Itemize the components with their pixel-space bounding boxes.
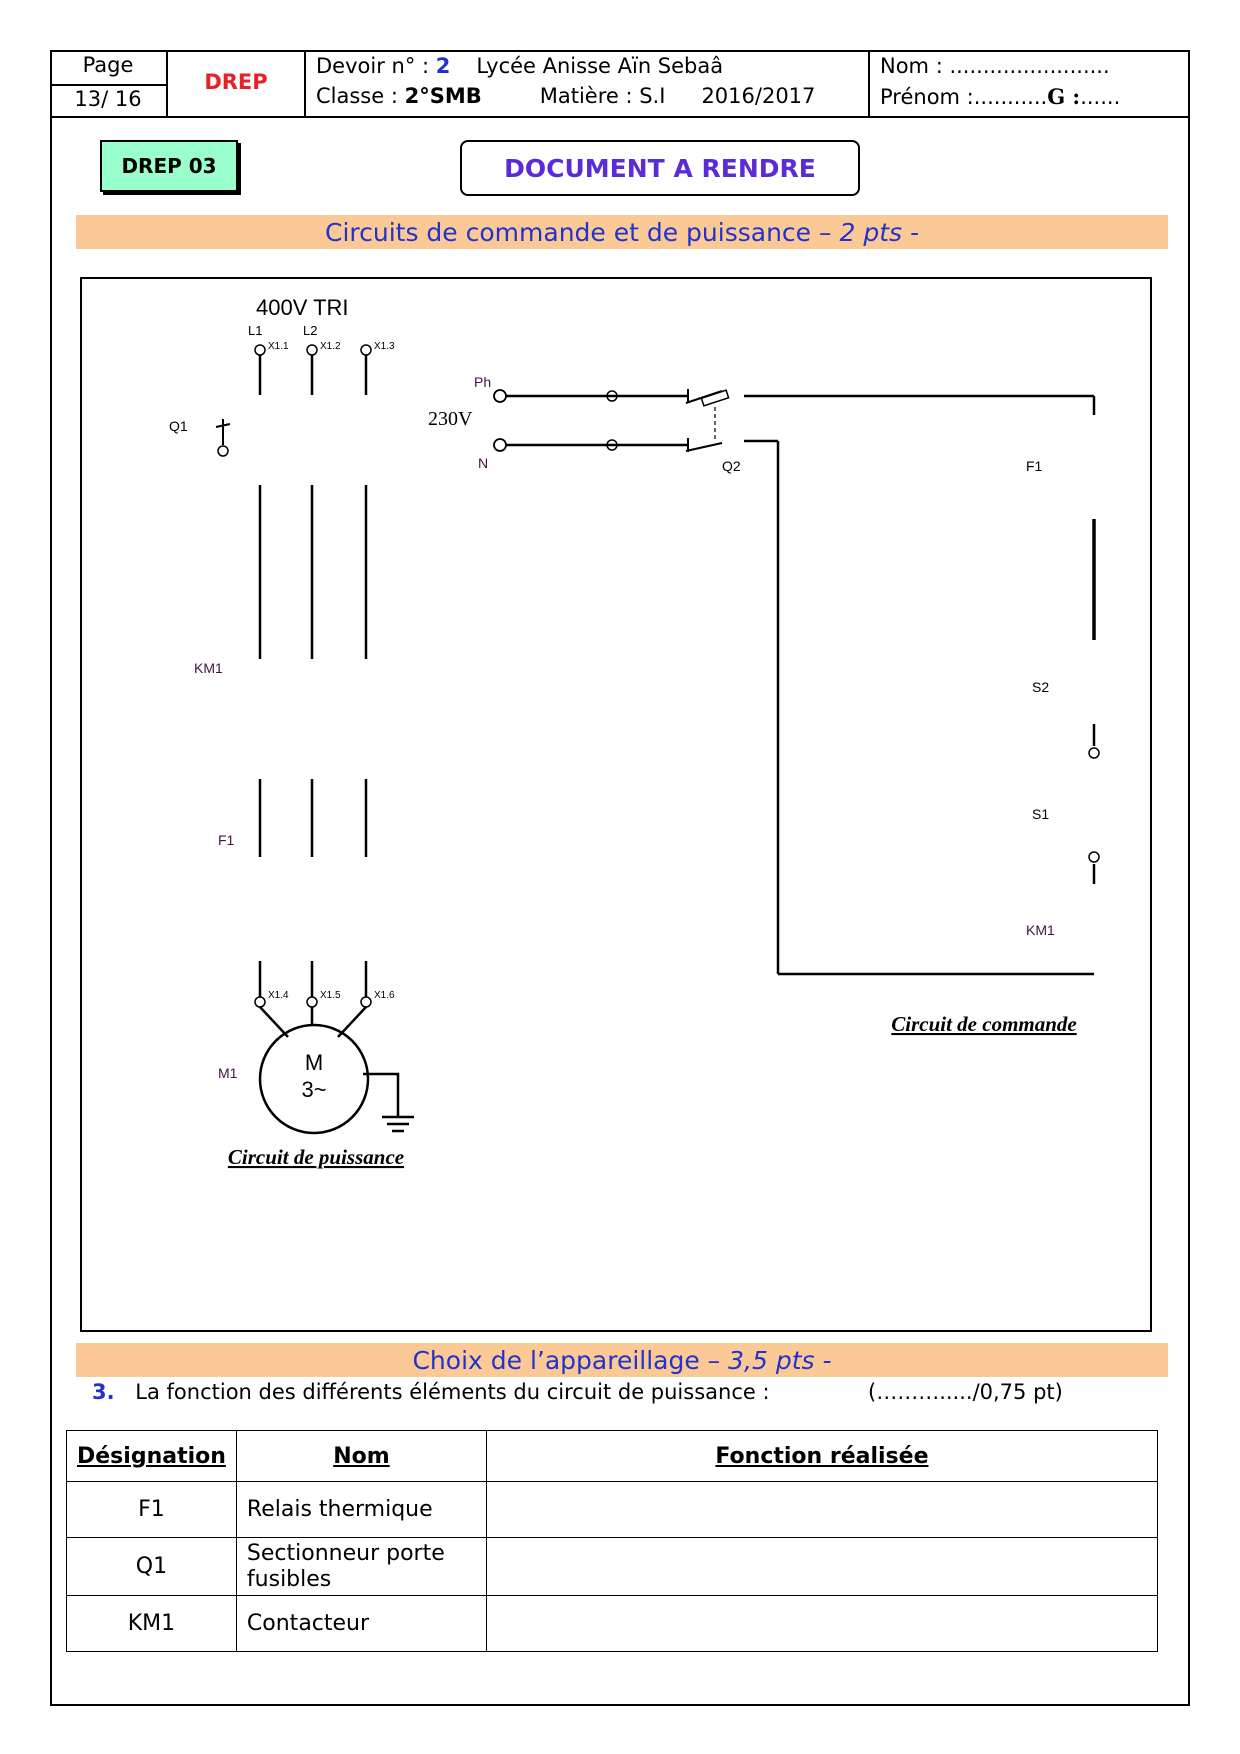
drep-cell: [168, 50, 306, 116]
header-designation: Désignation: [67, 1431, 237, 1482]
s2-label: S2: [1032, 679, 1050, 695]
groupe-dots: ......: [1080, 85, 1121, 109]
row-fonction-input[interactable]: [486, 1538, 1157, 1596]
supply-power-label: 400V TRI: [256, 295, 349, 320]
student-cell: [870, 50, 1190, 116]
motor-m: M: [304, 1050, 324, 1075]
table-row: [67, 1596, 1158, 1652]
ph-label: Ph: [474, 374, 492, 390]
devoir-number: 2: [435, 54, 451, 78]
header: [50, 50, 1190, 118]
row-fonction-input[interactable]: [486, 1482, 1157, 1538]
circuit-diagram: [80, 277, 1152, 1332]
x16-label: X1.6: [374, 990, 395, 1001]
row-nom: Sectionneur porte fusibles: [236, 1538, 486, 1596]
x15-label: X1.5: [320, 990, 341, 1001]
groupe-label: G :: [1047, 84, 1081, 109]
x14-label: X1.4: [268, 990, 289, 1001]
section2-title: Choix de l’appareillage –: [412, 1345, 721, 1375]
drep-label: DREP: [204, 70, 268, 94]
devoir-label: Devoir n° :: [316, 54, 436, 78]
f1-power-label: F1: [218, 832, 235, 848]
question-score: (………...../0,75 pt): [868, 1380, 1063, 1404]
row-nom: Contacteur: [236, 1596, 486, 1652]
page-cell: [50, 50, 168, 116]
devoir-line: [316, 54, 723, 78]
matiere: Matière : S.I: [539, 84, 666, 108]
function-table: [66, 1430, 1158, 1652]
power-caption: Circuit de puissance: [227, 1145, 405, 1169]
devoir-cell: [306, 50, 870, 116]
prenom-label: Prénom :...........: [880, 85, 1048, 109]
doc-title: DOCUMENT A RENDRE: [460, 140, 860, 196]
l2-label: L2: [303, 323, 318, 338]
question-text: La fonction des différents éléments du circuit de puissance :: [135, 1380, 770, 1404]
m1-label: M1: [218, 1065, 238, 1081]
nom-field[interactable]: Nom : ........................: [880, 54, 1110, 78]
page-number: 13/ 16: [74, 87, 142, 111]
row-designation: KM1: [67, 1596, 237, 1652]
question-number: 3.: [92, 1380, 115, 1404]
q2-label: Q2: [722, 458, 741, 474]
l1-label: L1: [248, 323, 263, 338]
header-fonction: Fonction réalisée: [486, 1431, 1157, 1482]
question-3: [92, 1380, 770, 1404]
section2-band: [76, 1343, 1168, 1377]
n-label: N: [478, 455, 489, 471]
km1-cmd-label: KM1: [1026, 922, 1055, 938]
page-label: Page: [82, 53, 134, 77]
header-nom: Nom: [236, 1431, 486, 1482]
prenom-field[interactable]: [880, 84, 1120, 109]
v230-label: 230V: [428, 408, 473, 430]
table-row: [67, 1538, 1158, 1596]
classe-line: [316, 84, 815, 108]
section2-points: 3,5 pts -: [728, 1345, 832, 1375]
motor-3phase: 3~: [301, 1077, 327, 1102]
row-designation: F1: [67, 1482, 237, 1538]
section1-band: [76, 215, 1168, 249]
drep-tag: DREP 03: [100, 140, 238, 192]
circuit-svg: [82, 279, 1150, 1330]
table-row: [67, 1482, 1158, 1538]
section1-points: 2 pts -: [839, 217, 919, 247]
row-fonction-input[interactable]: [486, 1596, 1157, 1652]
row-nom: Relais thermique: [236, 1482, 486, 1538]
x11-label: X1.1: [268, 341, 289, 352]
classe-value: 2°SMB: [404, 84, 482, 108]
lycee-name: Lycée Anisse Aïn Sebaâ: [476, 54, 724, 78]
x13-label: X1.3: [374, 341, 395, 352]
q1-label: Q1: [169, 418, 188, 434]
annee: 2016/2017: [701, 84, 816, 108]
row-designation: Q1: [67, 1538, 237, 1596]
table-header-row: [67, 1431, 1158, 1482]
s1-label: S1: [1032, 806, 1050, 822]
classe-label: Classe :: [316, 84, 405, 108]
x12-label: X1.2: [320, 341, 341, 352]
section1-title: Circuits de commande et de puissance –: [324, 217, 832, 247]
f1-cmd-label: F1: [1026, 458, 1043, 474]
cmd-caption: Circuit de commande: [891, 1012, 1077, 1036]
km1-power-label: KM1: [194, 660, 223, 676]
